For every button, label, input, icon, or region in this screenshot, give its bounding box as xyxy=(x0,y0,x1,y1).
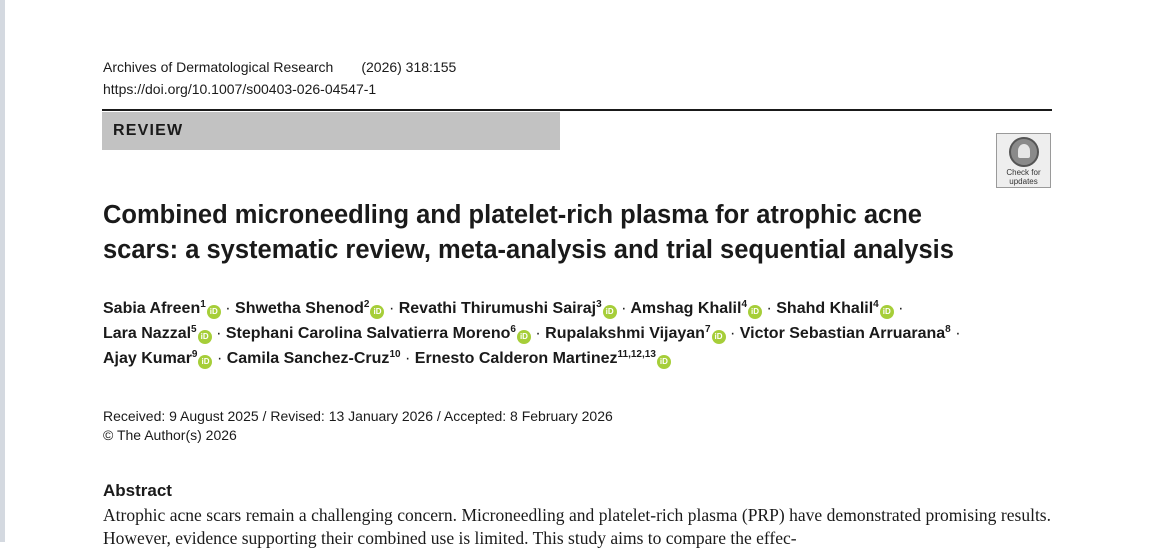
orcid-icon[interactable]: iD xyxy=(712,330,726,344)
citation: (2026) 318:155 xyxy=(361,59,457,75)
copyright-notice: © The Author(s) 2026 xyxy=(103,427,237,443)
author-separator: · xyxy=(535,325,541,342)
article-type-banner: REVIEW xyxy=(102,112,560,150)
author-separator: · xyxy=(729,325,736,342)
journal-header xyxy=(103,58,456,76)
author-affiliation: 8 xyxy=(945,324,951,335)
author-affiliation: 1 xyxy=(200,299,206,310)
author-name: Victor Sebastian Arruarana xyxy=(739,325,946,342)
doi-link[interactable]: https://doi.org/10.1007/s00403-026-04547-1 xyxy=(103,81,377,97)
author-name: Revathi Thirumushi Sairaj xyxy=(398,300,597,317)
author-separator: · xyxy=(766,300,772,317)
author-line-1 xyxy=(103,296,1058,321)
author-name: Camila Sanchez-Cruz xyxy=(226,350,390,367)
author-affiliation: 6 xyxy=(510,324,516,335)
publication-dates: Received: 9 August 2025 / Revised: 13 January 2026 / Accepted: 8 February 2026 xyxy=(103,408,613,424)
author-list xyxy=(103,296,1058,371)
author-separator: · xyxy=(225,300,231,317)
author-separator: · xyxy=(621,300,627,317)
abstract-heading: Abstract xyxy=(103,481,172,500)
author-affiliation: 9 xyxy=(191,349,198,360)
orcid-icon[interactable]: iD xyxy=(207,305,221,319)
author-name: Lara Nazzal xyxy=(103,325,192,342)
abstract-text: Atrophic acne scars remain a challenging concern. Microneedling and platelet-rich plasma (PRP) have demonstrated promising results. However, evidence supporting their combined use is limited. This study aims to compare the effec- xyxy=(103,505,1051,548)
author-name: Rupalakshmi Vijayan xyxy=(545,325,705,342)
author-name: Amshag Khalil xyxy=(630,300,742,317)
author-affiliation: 4 xyxy=(741,299,748,310)
journal-name: Archives of Dermatological Research xyxy=(103,59,334,75)
author-affiliation: 7 xyxy=(704,324,711,335)
author-affiliation: 5 xyxy=(191,324,197,335)
author-separator: · xyxy=(405,350,411,367)
author-affiliation: 11,12,13 xyxy=(617,349,656,360)
author-name: Ajay Kumar xyxy=(103,350,192,367)
author-affiliation: 10 xyxy=(389,349,401,360)
orcid-icon[interactable]: iD xyxy=(198,330,212,344)
author-name: Stephani Carolina Salvatierra Moreno xyxy=(225,325,511,342)
author-name: Shahd Khalil xyxy=(776,300,874,317)
author-affiliation: 2 xyxy=(363,299,370,310)
check-for-updates-icon xyxy=(1009,137,1039,167)
author-name: Shwetha Shenod xyxy=(235,300,364,317)
check-for-updates-button[interactable] xyxy=(996,133,1051,188)
header-rule xyxy=(102,109,1052,111)
author-affiliation: 3 xyxy=(596,299,602,310)
article-title: Combined microneedling and platelet-rich plasma for atrophic acne scars: a systematic review, meta-analysis and trial sequential analysis xyxy=(103,201,954,264)
orcid-icon[interactable]: iD xyxy=(657,355,671,369)
orcid-icon[interactable]: iD xyxy=(517,330,531,344)
author-separator: · xyxy=(955,325,961,342)
author-affiliation: 4 xyxy=(873,299,879,310)
orcid-icon[interactable]: iD xyxy=(748,305,762,319)
author-name: Sabia Afreen xyxy=(103,300,201,317)
author-separator: · xyxy=(216,325,222,342)
author-separator: · xyxy=(898,300,904,317)
check-for-updates-label: Check for updates xyxy=(1006,168,1041,186)
author-line-2 xyxy=(103,321,1058,346)
author-separator: · xyxy=(216,350,223,367)
orcid-icon[interactable]: iD xyxy=(370,305,384,319)
author-line-3 xyxy=(103,346,1058,371)
orcid-icon[interactable]: iD xyxy=(198,355,212,369)
window-left-edge xyxy=(0,0,5,542)
author-separator: · xyxy=(388,300,395,317)
orcid-icon[interactable]: iD xyxy=(603,305,617,319)
author-name: Ernesto Calderon Martinez xyxy=(414,350,618,367)
orcid-icon[interactable]: iD xyxy=(880,305,894,319)
